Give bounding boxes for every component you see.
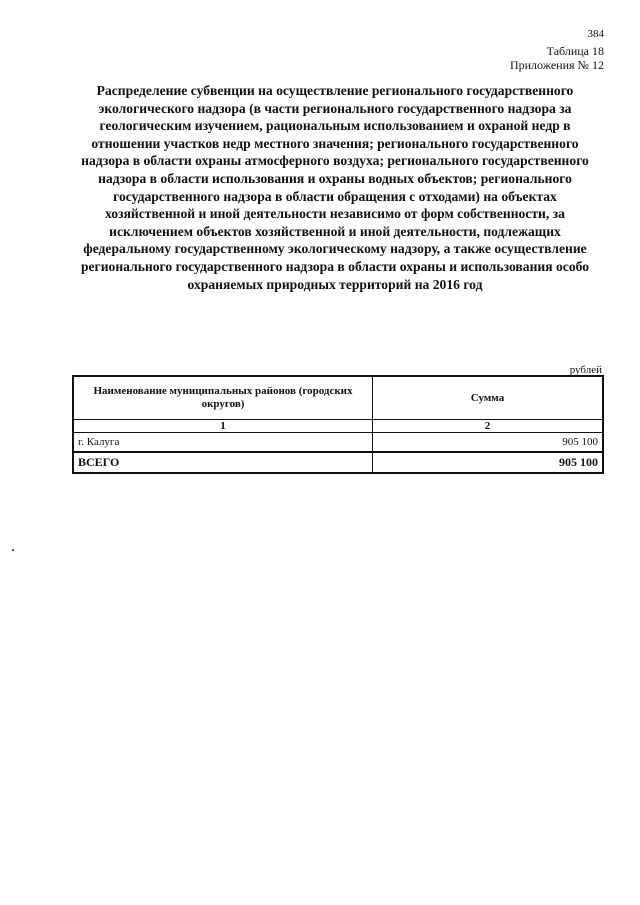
header-district-name: Наименование муниципальных районов (городских округов) bbox=[73, 376, 373, 420]
column-number-row bbox=[73, 420, 603, 433]
table-reference bbox=[510, 44, 604, 72]
table-row bbox=[73, 433, 603, 453]
row-sum: 905 100 bbox=[373, 433, 604, 453]
total-label: ВСЕГО bbox=[73, 452, 373, 473]
column-number-2: 2 bbox=[373, 420, 604, 433]
subvention-table bbox=[72, 375, 604, 474]
page-number: 384 bbox=[587, 28, 604, 40]
unit-label: рублей bbox=[569, 364, 602, 376]
scan-speck bbox=[12, 549, 14, 551]
table-label: Таблица 18 bbox=[546, 44, 604, 58]
total-sum: 905 100 bbox=[373, 452, 604, 473]
table-header-row bbox=[73, 376, 603, 420]
column-number-1: 1 bbox=[73, 420, 373, 433]
row-district-name: г. Калуга bbox=[73, 433, 373, 453]
header-sum: Сумма bbox=[373, 376, 604, 420]
total-row bbox=[73, 452, 603, 473]
appendix-label: Приложения № 12 bbox=[509, 58, 604, 72]
document-title: Распределение субвенции на осуществление регионального государственного экологического надзора (в части регионального государственного надзора за геологическим изучением, рациональным использованием и охраной недр в отношении участков недр местного значения; регионального государственного надзора в области охраны атмосферного воздуха; регионального государственного надзора в области использования и охраны водных объектов; регионального государственного надзора в области обращения с отходами) на объектах хозяйственной и иной деятельности независимо от форм собственности, за исключением объектов хозяйственной и иной деятельности, подлежащих федеральному государственному экологическому надзору, а также осуществление регионального государственного надзора в области охраны и использования особо охраняемых природных территорий на 2016 год bbox=[80, 83, 590, 292]
